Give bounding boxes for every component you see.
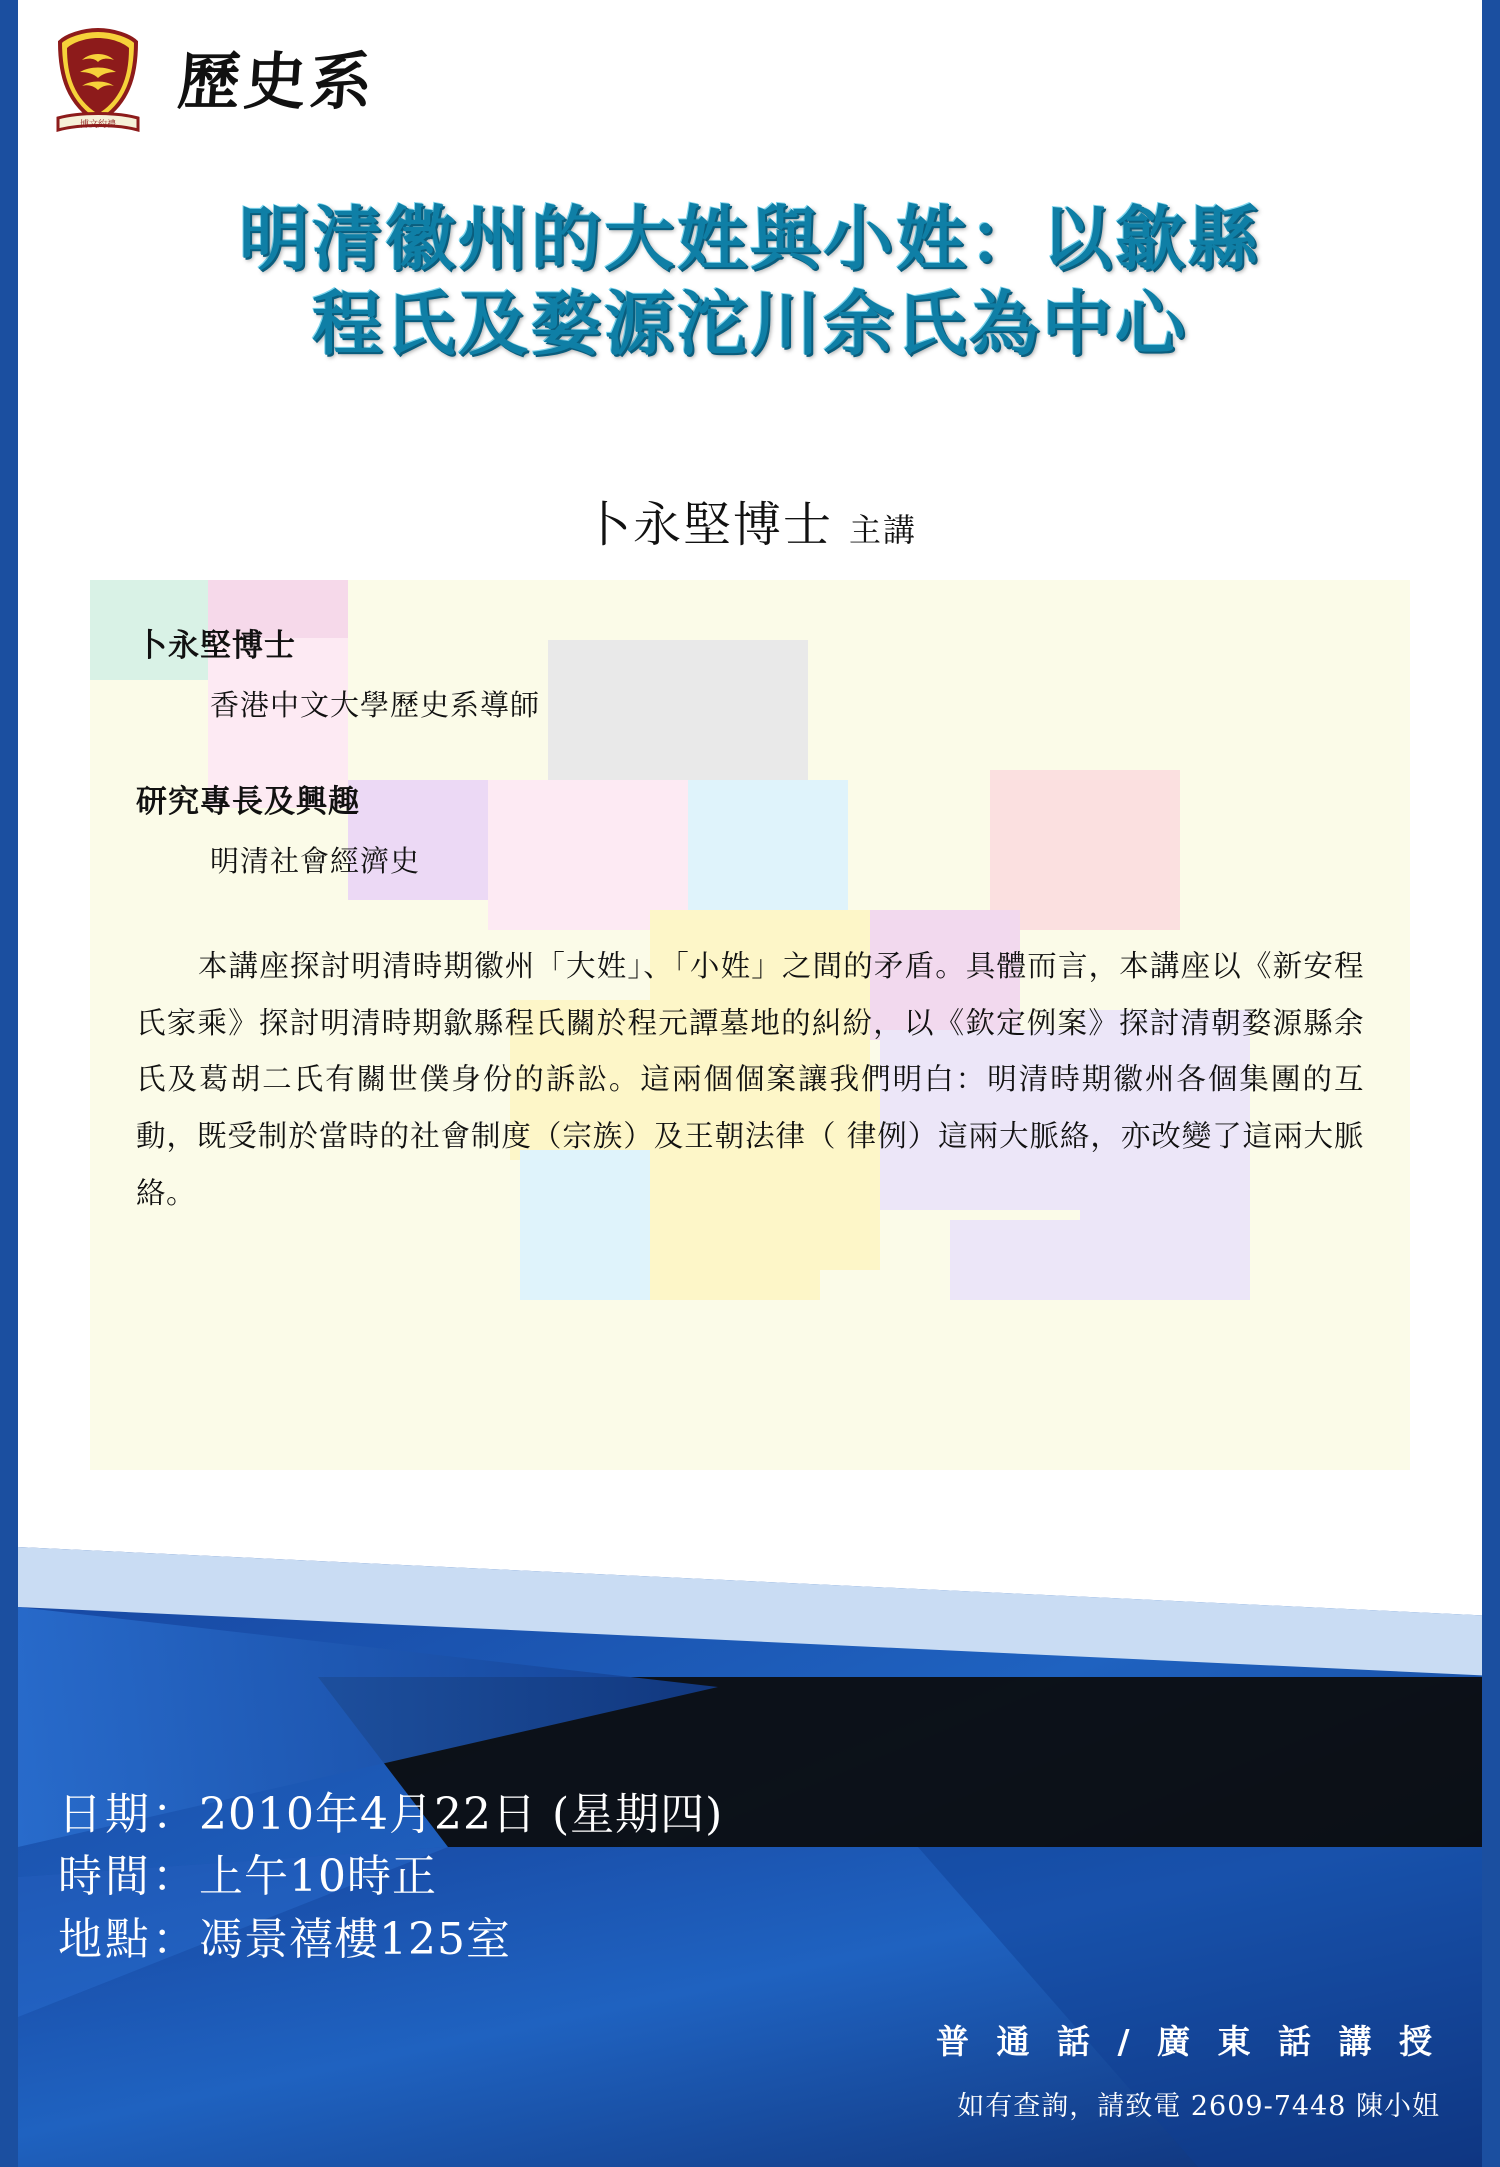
interest-text: 明清社會經濟史: [210, 844, 421, 878]
interest-heading: 研究專長及興趣: [136, 784, 360, 820]
abstract-text: 本講座探討明清時期徽州「大姓」、「小姓」之間的矛盾。具體而言，本講座以《新安程氏家乘》探討明清時期歙縣程氏關於程元譚墓地的糾紛，以《欽定例案》探討清朝婺源縣余氏及葛胡二氏有關世僕身份的訴訟。這兩個個案讓我們明白：明清時期徽州各個集團的互動，既受制於當時的社會制度（宗族）及王朝法律（ 律例）這兩大脈絡，亦改變了這兩大脈絡。: [136, 949, 1364, 1210]
venue-value: 馮景禧樓125室: [199, 1913, 511, 1965]
cuhk-crest-icon: [52, 26, 144, 138]
date-label: 日期：: [58, 1788, 199, 1840]
language-note: 普 通 話 / 廣 東 話 講 授: [936, 2022, 1440, 2061]
time-label: 時間：: [58, 1851, 199, 1903]
department-name: 歷史系: [175, 45, 379, 118]
title-line-2: 程氏及婺源沱川余氏為中心: [312, 282, 1188, 366]
bio-text: 香港中文大學歷史系導師: [210, 688, 541, 722]
bottom-banner: [18, 1547, 1482, 2167]
bio-heading: 卜永堅博士: [136, 628, 296, 664]
panel-content: [90, 580, 1410, 1470]
time-value: 上午10時正: [199, 1851, 437, 1903]
event-venue-row: [58, 1909, 723, 1971]
svg-text:博文約禮: 博文約禮: [79, 120, 117, 130]
speaker-role: 主講: [849, 511, 918, 549]
content-panel: [90, 580, 1410, 1470]
speaker-name: 卜永堅博士: [582, 497, 833, 553]
event-details: [58, 1784, 723, 1971]
venue-label: 地點：: [58, 1913, 199, 1965]
event-time-row: [58, 1846, 723, 1908]
enquiry-note: 如有查詢，請致電 2609-7448 陳小姐: [957, 2091, 1440, 2122]
date-value: 2010年4月22日 (星期四): [199, 1788, 724, 1840]
poster-title: [18, 196, 1482, 367]
spacer: [136, 724, 1364, 776]
title-line-1: 明清徽州的大姓與小姓：以歙縣: [239, 197, 1261, 280]
poster-header: [52, 26, 379, 138]
event-date-row: [58, 1784, 723, 1846]
speaker-line: [18, 486, 1482, 555]
